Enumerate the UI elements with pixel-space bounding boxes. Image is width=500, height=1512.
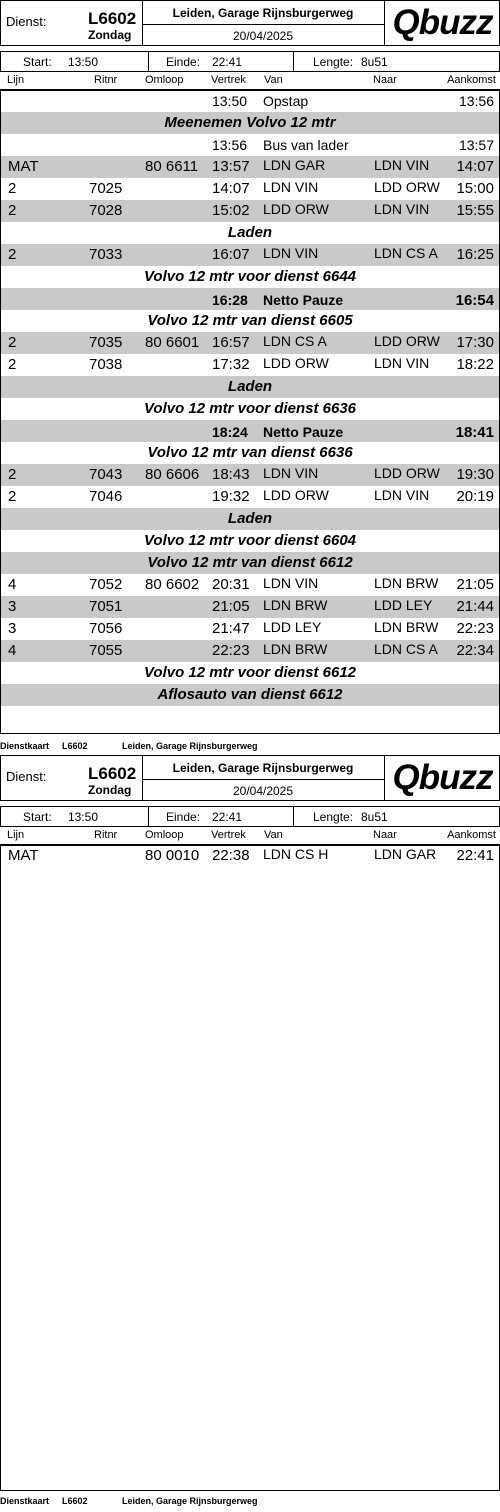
section-title: Laden xyxy=(227,378,273,395)
cell-omloop: 80 6606 xyxy=(145,466,200,483)
cell-vertrek: 21:47 xyxy=(212,620,250,637)
cell-ritnr: 7035 xyxy=(89,334,123,351)
cell-ritnr: 7056 xyxy=(89,620,123,637)
col-ritnr: Ritnr xyxy=(94,829,118,841)
section-row xyxy=(1,222,499,244)
cell-ritnr: 7046 xyxy=(89,488,123,505)
cell-naar: LDN BRW xyxy=(374,619,439,635)
divider xyxy=(384,1,385,45)
start-label: Start: xyxy=(23,55,52,69)
section-row xyxy=(1,376,499,398)
cell-vertrek: 16:07 xyxy=(212,246,250,263)
cell-omloop: 80 6611 xyxy=(145,158,199,175)
cell-aankomst: 22:34 xyxy=(456,642,494,659)
footer-code: L6602 xyxy=(62,741,88,751)
section-row xyxy=(1,552,499,574)
schedule-table xyxy=(0,90,500,734)
cell-van: LDN CS A xyxy=(263,333,327,349)
table-row xyxy=(1,156,499,178)
day-label: Zondag xyxy=(88,783,132,797)
cell-aankomst: 21:44 xyxy=(456,598,494,615)
table-row xyxy=(1,596,499,618)
cell-lijn: 2 xyxy=(8,180,17,197)
cell-aankomst: 22:41 xyxy=(456,847,494,864)
cell-van: Netto Pauze xyxy=(263,424,344,440)
table-row xyxy=(1,486,499,508)
column-headers xyxy=(0,826,500,845)
section-row xyxy=(1,662,499,684)
cell-lijn: 2 xyxy=(8,356,17,373)
qbuzz-logo: Qbuzz xyxy=(392,3,493,42)
cell-lijn: MAT xyxy=(8,847,39,864)
cell-aankomst: 13:56 xyxy=(458,93,494,109)
column-headers xyxy=(0,71,500,90)
cell-aankomst: 22:23 xyxy=(456,620,494,637)
length-label: Lengte: xyxy=(313,55,354,69)
section-title: Meenemen Volvo 12 mtr xyxy=(164,114,336,131)
end-label: Einde: xyxy=(166,55,201,69)
cell-lijn: 2 xyxy=(8,334,17,351)
cell-van: LDD ORW xyxy=(263,487,329,503)
divider xyxy=(142,779,384,780)
section-row xyxy=(1,398,499,420)
start-value: 13:50 xyxy=(68,810,99,824)
section-row xyxy=(1,310,499,332)
col-aankomst: Aankomst xyxy=(447,74,496,86)
cell-lijn: 3 xyxy=(8,598,17,615)
divider xyxy=(293,52,294,71)
cell-vertrek: 17:32 xyxy=(212,356,250,373)
shift-times-bar xyxy=(0,51,500,72)
table-row xyxy=(1,90,499,112)
cell-lijn: 4 xyxy=(8,576,17,593)
cell-aankomst: 14:07 xyxy=(456,158,494,175)
cell-vertrek: 15:02 xyxy=(212,202,250,219)
cell-vertrek: 13:57 xyxy=(212,158,250,175)
divider xyxy=(148,52,149,71)
cell-ritnr: 7038 xyxy=(89,356,123,373)
table-row xyxy=(1,178,499,200)
cell-ritnr: 7028 xyxy=(89,202,123,219)
cell-naar: LDD LEY xyxy=(374,597,433,613)
header-box xyxy=(0,0,500,46)
cell-vertrek: 22:38 xyxy=(212,847,250,864)
cell-ritnr: 7055 xyxy=(89,642,123,659)
cell-aankomst: 16:54 xyxy=(455,292,494,309)
cell-naar: LDN CS A xyxy=(374,641,438,657)
section-title: Volvo 12 mtr voor dienst 6604 xyxy=(143,532,357,549)
cell-van: Bus van lader xyxy=(263,137,349,153)
col-van: Van xyxy=(264,74,283,86)
cell-vertrek: 18:24 xyxy=(212,424,248,440)
cell-van: LDN VIN xyxy=(263,245,319,261)
cell-naar: LDN VIN xyxy=(374,355,430,371)
cell-omloop: 80 6602 xyxy=(145,576,200,593)
table-row xyxy=(1,200,499,222)
cell-lijn: 2 xyxy=(8,246,17,263)
table-row xyxy=(1,244,499,266)
start-value: 13:50 xyxy=(68,55,99,69)
end-label: Einde: xyxy=(166,810,201,824)
cell-vertrek: 20:31 xyxy=(212,576,250,593)
cell-naar: LDD ORW xyxy=(374,465,440,481)
location-title: Leiden, Garage Rijnsburgerweg xyxy=(172,761,354,775)
footer-location: Leiden, Garage Rijnsburgerweg xyxy=(122,1496,258,1506)
section-title: Volvo 12 mtr van dienst 6636 xyxy=(147,444,353,461)
cell-van: LDD ORW xyxy=(263,201,329,217)
cell-van: LDN BRW xyxy=(263,641,328,657)
pause-row xyxy=(1,288,499,310)
cell-vertrek: 13:50 xyxy=(212,93,248,109)
col-lijn: Lijn xyxy=(7,829,25,841)
cell-van: LDD ORW xyxy=(263,355,329,371)
cell-lijn: 3 xyxy=(8,620,17,637)
shift-times-bar xyxy=(0,806,500,827)
length-label: Lengte: xyxy=(313,810,354,824)
col-ritnr: Ritnr xyxy=(94,74,118,86)
table-row xyxy=(1,464,499,486)
cell-aankomst: 13:57 xyxy=(458,137,494,153)
cell-vertrek: 16:28 xyxy=(212,292,248,308)
dienst-code: L6602 xyxy=(88,9,137,28)
cell-vertrek: 18:43 xyxy=(212,466,250,483)
cell-van: Netto Pauze xyxy=(263,292,344,308)
col-naar: Naar xyxy=(373,74,397,86)
day-label: Zondag xyxy=(88,28,132,42)
divider xyxy=(142,24,384,25)
cell-vertrek: 19:32 xyxy=(212,488,250,505)
date-label: 20/04/2025 xyxy=(232,29,294,43)
cell-naar: LDN VIN xyxy=(374,201,430,217)
cell-vertrek: 13:56 xyxy=(212,137,248,153)
cell-van: LDN BRW xyxy=(263,597,328,613)
qbuzz-logo: Qbuzz xyxy=(392,758,493,797)
section-title: Volvo 12 mtr van dienst 6605 xyxy=(147,312,353,329)
divider xyxy=(384,756,385,800)
cell-aankomst: 18:22 xyxy=(456,356,494,373)
col-vertrek: Vertrek xyxy=(211,829,246,841)
cell-van: LDN VIN xyxy=(263,465,319,481)
section-row xyxy=(1,508,499,530)
table-row xyxy=(1,845,499,867)
cell-aankomst: 16:25 xyxy=(456,246,494,263)
col-lijn: Lijn xyxy=(7,74,25,86)
cell-aankomst: 15:55 xyxy=(456,202,494,219)
section-row xyxy=(1,112,499,134)
pause-row xyxy=(1,420,499,442)
section-title: Volvo 12 mtr voor dienst 6644 xyxy=(143,268,357,285)
end-value: 22:41 xyxy=(212,810,243,824)
table-row xyxy=(1,640,499,662)
cell-ritnr: 7043 xyxy=(89,466,123,483)
cell-lijn: MAT xyxy=(8,158,39,175)
table-row xyxy=(1,134,499,156)
cell-ritnr: 7033 xyxy=(89,246,123,263)
section-row xyxy=(1,530,499,552)
footer-code: L6602 xyxy=(62,1496,88,1506)
cell-aankomst: 19:30 xyxy=(456,466,494,483)
length-value: 8u51 xyxy=(361,55,388,69)
end-value: 22:41 xyxy=(212,55,243,69)
cell-vertrek: 22:23 xyxy=(212,642,250,659)
cell-ritnr: 7025 xyxy=(89,180,123,197)
date-label: 20/04/2025 xyxy=(232,784,294,798)
cell-aankomst: 17:30 xyxy=(456,334,494,351)
table-row xyxy=(1,354,499,376)
cell-naar: LDN VIN xyxy=(374,487,430,503)
cell-omloop: 80 6601 xyxy=(145,334,200,351)
table-row xyxy=(1,574,499,596)
col-aankomst: Aankomst xyxy=(447,829,496,841)
footer-location: Leiden, Garage Rijnsburgerweg xyxy=(122,741,258,751)
cell-aankomst: 20:19 xyxy=(456,488,494,505)
section-title: Volvo 12 mtr voor dienst 6636 xyxy=(143,400,357,417)
col-van: Van xyxy=(264,829,283,841)
col-omloop: Omloop xyxy=(145,74,184,86)
header-box xyxy=(0,755,500,801)
cell-lijn: 2 xyxy=(8,466,17,483)
cell-omloop: 80 0010 xyxy=(145,847,200,864)
cell-lijn: 4 xyxy=(8,642,17,659)
location-title: Leiden, Garage Rijnsburgerweg xyxy=(172,6,354,20)
cell-aankomst: 18:41 xyxy=(455,424,494,441)
cell-lijn: 2 xyxy=(8,488,17,505)
col-omloop: Omloop xyxy=(145,829,184,841)
schedule-table xyxy=(0,845,500,1491)
section-row xyxy=(1,266,499,288)
cell-vertrek: 16:57 xyxy=(212,334,250,351)
footer-label: Dienstkaart xyxy=(0,741,50,751)
start-label: Start: xyxy=(23,810,52,824)
cell-van: Opstap xyxy=(263,93,309,109)
section-row xyxy=(1,684,499,706)
dienst-label: Dienst: xyxy=(6,14,47,29)
cell-van: LDN VIN xyxy=(263,575,319,591)
cell-van: LDN VIN xyxy=(263,179,319,195)
divider xyxy=(148,807,149,826)
section-title: Aflosauto van dienst 6612 xyxy=(157,686,343,703)
dienst-label: Dienst: xyxy=(6,769,47,784)
cell-naar: LDD ORW xyxy=(374,333,440,349)
cell-naar: LDN CS A xyxy=(374,245,438,261)
cell-aankomst: 21:05 xyxy=(456,576,494,593)
cell-van: LDD LEY xyxy=(263,619,322,635)
length-value: 8u51 xyxy=(361,810,388,824)
dienst-code: L6602 xyxy=(88,764,137,783)
section-title: Volvo 12 mtr voor dienst 6612 xyxy=(143,664,357,681)
table-row xyxy=(1,332,499,354)
cell-naar: LDN BRW xyxy=(374,575,439,591)
cell-vertrek: 14:07 xyxy=(212,180,250,197)
cell-van: LDN GAR xyxy=(263,157,326,173)
col-naar: Naar xyxy=(373,829,397,841)
col-vertrek: Vertrek xyxy=(211,74,246,86)
section-title: Volvo 12 mtr van dienst 6612 xyxy=(147,554,353,571)
cell-aankomst: 15:00 xyxy=(456,180,494,197)
footer-label: Dienstkaart xyxy=(0,1496,50,1506)
section-title: Laden xyxy=(227,224,273,241)
cell-naar: LDN VIN xyxy=(374,157,430,173)
cell-van: LDN CS H xyxy=(263,846,329,862)
divider xyxy=(293,807,294,826)
cell-vertrek: 21:05 xyxy=(212,598,250,615)
cell-naar: LDD ORW xyxy=(374,179,440,195)
table-row xyxy=(1,618,499,640)
section-row xyxy=(1,442,499,464)
section-title: Laden xyxy=(227,510,273,527)
cell-ritnr: 7052 xyxy=(89,576,123,593)
cell-naar: LDN GAR xyxy=(374,846,437,862)
cell-lijn: 2 xyxy=(8,202,17,219)
cell-ritnr: 7051 xyxy=(89,598,123,615)
